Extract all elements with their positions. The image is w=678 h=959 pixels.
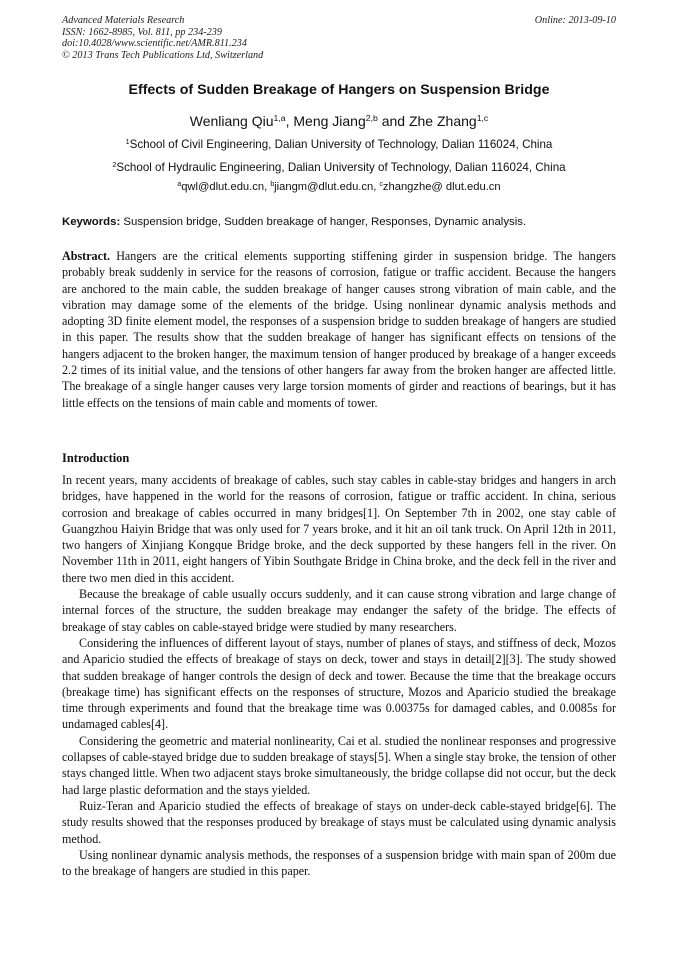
affiliation-text: School of Hydraulic Engineering, Dalian University of Technology, Dalian 116024, China [116,161,566,174]
keywords-text: Suspension bridge, Sudden breakage of hanger, Responses, Dynamic analysis. [120,216,527,228]
affiliation-text: School of Civil Engineering, Dalian University of Technology, Dalian 116024, China [129,138,553,151]
author-separator: and [377,113,409,129]
paragraph: Using nonlinear dynamic analysis methods, the responses of a suspension bridge with main span of 200m due to the breakage of hangers are studied in this paper. [62,847,616,879]
affiliation-superscript: 2 [112,160,117,170]
abstract-label: Abstract. [62,249,111,263]
keywords-label: Keywords: [62,216,121,228]
affiliation-2 [62,161,616,174]
email-superscript: a [177,181,182,189]
affiliation-1 [62,138,616,151]
paragraph: Because the breakage of cable usually occurs suddenly, and it can cause strong vibration and large change of internal forces of the structure, the sudden breakage may endanger the safety of the bridge. The effects of breakage of stay cables on cable-stayed bridge were studied by many researchers. [62,587,616,634]
abstract [62,248,616,411]
email-link[interactable]: qwl@dlut.edu.cn, [181,181,271,193]
email-superscript: c [379,181,383,189]
author-list [62,113,616,129]
introduction-body [62,472,616,879]
journal-name: Advanced Materials Research [62,15,185,26]
issn-line: ISSN: 1662-8985, Vol. 811, pp 234-239 [62,26,222,38]
online-date: Online: 2013-09-10 [534,15,616,26]
author-superscript: 1,c [476,113,489,124]
keywords [62,216,616,228]
paragraph: Considering the geometric and material nonlinearity, Cai et al. studied the nonlinear responses and progressive collapses of cable-stayed bridge due to sudden breakage of stays[5]. When a single stay broke, the tension of other stays changed little. When two adjacent stays broke simultaneously, the bridge collapse did not occur, but the deck had large plastic deformation and the stays yielded. [62,733,616,797]
paper-title: Effects of Sudden Breakage of Hangers on Suspension Bridge [128,82,550,98]
paragraph: Ruiz-Teran and Aparicio studied the effects of breakage of stays on under-deck cable-stayed bridge[6]. The study results showed that the responses produced by breakage of stays must be calculated using dynamic analysis method. [62,798,616,846]
author-name: Meng Jiang [293,113,366,129]
journal-header [62,15,616,61]
author-superscript: 2,b [365,113,378,124]
author-name: Zhe Zhang [408,113,477,129]
paragraph: In recent years, many accidents of breakage of cables, such stay cables in cable-stay bridges and hangers in arch bridges, have happened in the world for the reasons of corrosion, fatigue or traffic accident. In china, serious corrosion and breakage of cables occurred in many bridges[1]. On September 7th in 2002, one stay cable of Guangzhou Haiyin Bridge that was only used for 7 years broke, and it hit an oil tank truck. On April 12th in 2011, two hangers of Xinjiang Kongque Bridge broke, and the deck supported by these hangers fell in the river. On November 11th in 2011, eight hangers of Yibin Southgate Bridge in China broke, and the deck fell in the river and there two men died in this accident. [62,473,616,585]
author-emails [62,181,616,193]
doi-line: doi:10.4028/www.scientific.net/AMR.811.234 [62,38,247,50]
author-name: Wenliang Qiu [189,113,274,129]
affiliation-superscript: 1 [125,137,130,147]
email-link[interactable]: zhangzhe@ dlut.edu.cn [382,181,501,193]
copyright-line: © 2013 Trans Tech Publications Ltd, Switzerland [62,49,264,61]
email-link[interactable]: jiangm@dlut.edu.cn, [274,181,380,193]
author-separator: , [285,113,294,129]
paragraph: Considering the influences of different layout of stays, number of planes of stays, and stiffness of deck, Mozos and Aparicio studied the effects of breakage of stays on deck, tower and stays in detail[2][3]. The study showed that sudden breakage of hanger controls the design of deck and tower. Because the time that the breakage occurs (breakage time) has significant effects on the responses of structure, Mozos and Aparicio studied the breakage time through experiments and found that the breakage time was 0.00375s for damaged cables, and 0.0085s for undamaged cables[4]. [62,635,616,732]
author-superscript: 1,a [273,113,286,124]
email-superscript: b [270,181,275,189]
section-heading-introduction: Introduction [62,451,130,465]
abstract-text: Hangers are the critical elements supporting stiffening girder in suspension bridge. The hangers probably break suddenly in service for the reasons of corrosion, fatigue or traffic accident. Because the hangers are anchored to the main cable, the sudden breakage of hanger causes strong vibration of main cable, and the vibration may damage some of the elements of the bridge. Using nonlinear dynamic analysis methods and adopting 3D finite element model, the responses of a suspension bridge to sudden breakage of hangers are studied in this paper. The results show that the sudden breakage of hanger has significant effects on tensions of the hangers adjacent to the broken hanger, the maximum tension of hanger produced by breakage of a hanger exceeds 2.2 times of its initial value, and the tensions of other hangers far away from the broken hanger are affected little. The breakage of a single hanger causes very large torsion moments of girder and reactions of bearings, but it has little effects on the tensions of main cable and moments of tower. [62,249,616,410]
